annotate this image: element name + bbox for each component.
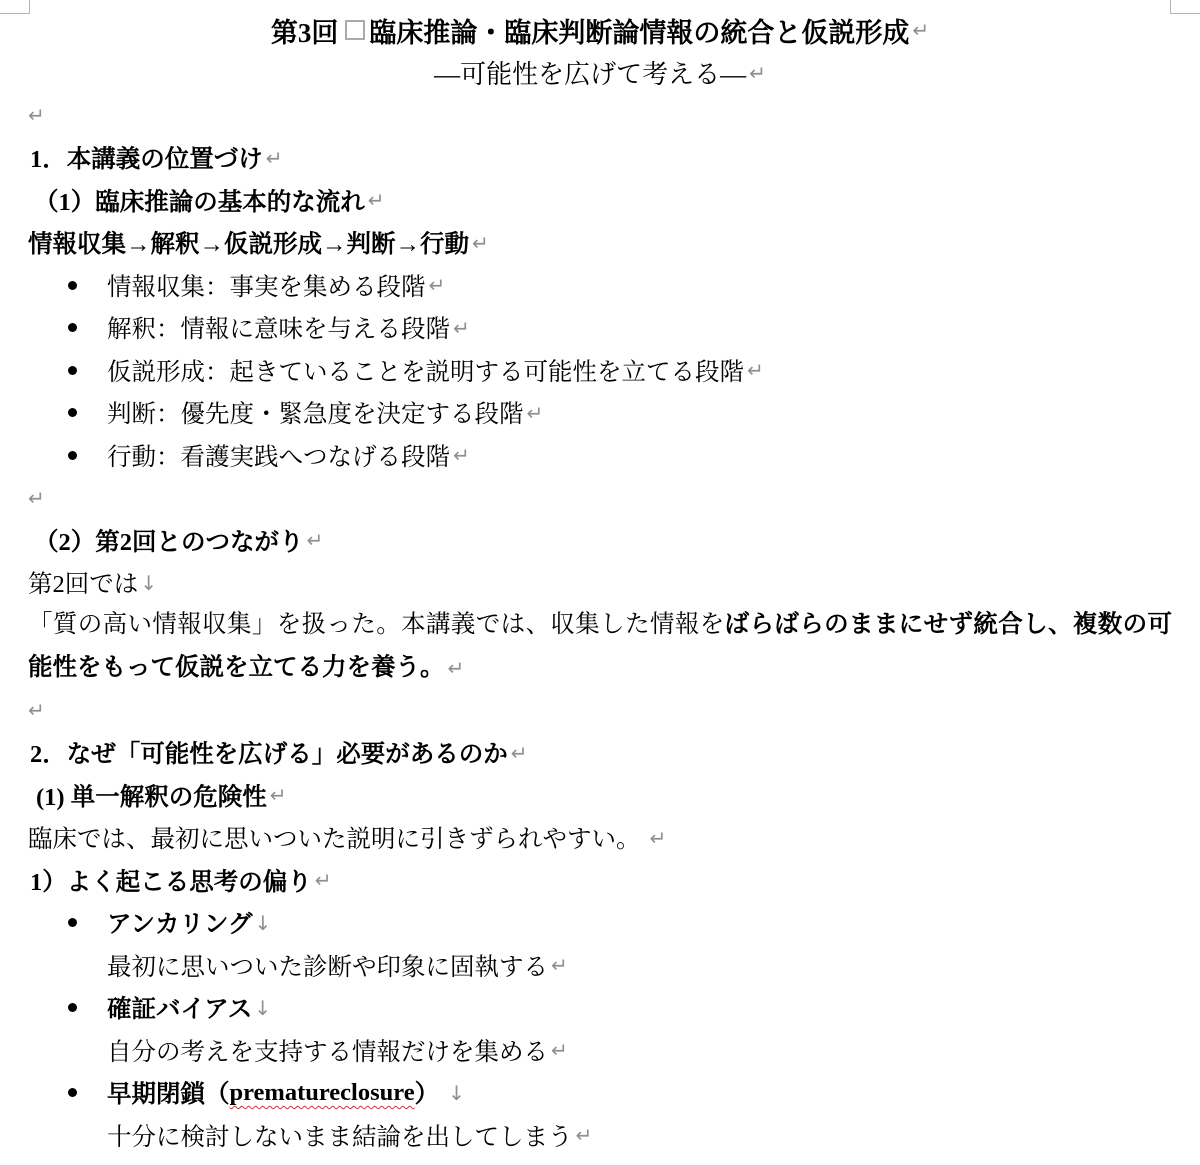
text-boundary-mark-top-right <box>1170 0 1200 14</box>
paragraph-mark-icon: ↵ <box>28 485 45 510</box>
bias-desc-text: 十分に検討しないまま結論を出してしまう <box>107 1123 573 1151</box>
list-item-text: 仮説形成：起きていることを説明する可能性を立てる段階 <box>107 358 744 386</box>
list-item-text: 判断：優先度・緊急度を決定する段階 <box>107 401 524 429</box>
bullet-icon <box>68 408 77 417</box>
paragraph-mark-icon: ↵ <box>453 443 470 468</box>
heading-text: 1）よく起こる思考の偏り <box>30 868 312 896</box>
paragraph-mark-icon: ↵ <box>747 358 764 383</box>
heading-section2-sub2 <box>28 859 1172 902</box>
heading-section2 <box>28 732 1172 775</box>
heading-text: (1) 単一解釈の危険性 <box>36 783 267 811</box>
heading-section1-sub1 <box>28 179 1172 222</box>
title-text-right: 臨床推論・臨床判断論情報の統合と仮説形成 <box>369 17 910 48</box>
heading-text: （1）臨床推論の基本的な流れ <box>34 188 365 216</box>
heading-text: 1．本講義の位置づけ <box>30 146 263 174</box>
list-item <box>28 434 1172 477</box>
paragraph-mark-icon: ↵ <box>912 18 930 43</box>
bias-term: 早期閉鎖（ <box>107 1081 230 1109</box>
lead-text: 第2回では <box>28 571 139 599</box>
bias-list-item <box>28 987 1172 1030</box>
body-line <box>28 817 1172 860</box>
doc-title <box>28 9 1172 52</box>
list-item <box>28 264 1172 307</box>
line-break-mark-icon: ↓ <box>254 995 272 1020</box>
bullet-icon <box>68 366 77 375</box>
bias-term-latin-misspelled: prematureclosure <box>229 1078 415 1106</box>
paragraph-mark-icon: ↵ <box>510 740 528 765</box>
bias-description <box>28 1114 1172 1157</box>
bullet-icon <box>68 1088 77 1097</box>
paragraph-mark-icon: ↵ <box>269 783 287 808</box>
body-paragraph <box>28 604 1172 689</box>
paragraph-mark-icon: ↵ <box>575 1123 593 1148</box>
heading-section2-sub1 <box>28 774 1172 817</box>
body-text: 臨床では、最初に思いついた説明に引きずられやすい。 <box>28 826 641 854</box>
list-item <box>28 392 1172 435</box>
line-break-mark-icon: ↓ <box>254 910 272 935</box>
paragraph-mark-icon: ↵ <box>551 953 568 978</box>
paragraph-mark-icon: ↵ <box>749 60 766 85</box>
fullwidth-space-icon <box>345 20 365 40</box>
heading-text: （2）第2回とのつながり <box>34 528 304 556</box>
bias-desc-text: 最初に思いついた診断や印象に固執する <box>107 953 548 981</box>
lead-line <box>28 562 1172 605</box>
heading-text: 2．なぜ「可能性を広げる」必要があるのか <box>30 741 508 769</box>
bullet-icon <box>68 323 77 332</box>
bias-term: ） <box>414 1081 440 1109</box>
paragraph-mark-icon: ↵ <box>367 188 385 213</box>
empty-paragraph <box>28 94 1172 137</box>
subtitle-text: ―可能性を広げて考える― <box>434 60 747 90</box>
line-break-mark-icon: ↓ <box>140 570 158 595</box>
paragraph-mark-icon: ↵ <box>526 400 544 425</box>
empty-paragraph <box>28 477 1172 520</box>
bias-description <box>28 944 1172 987</box>
flow-text: 情報収集→解釈→仮説形成→判断→行動 <box>28 231 469 259</box>
bullet-icon <box>68 1003 77 1012</box>
paragraph-text-bold: ばらばらのままにせず統合し、複数の可能性をもって仮説を立てる力を養う。 <box>28 611 1172 681</box>
reasoning-flow-line <box>28 222 1172 265</box>
paragraph-mark-icon: ↵ <box>314 868 332 893</box>
bias-list-item <box>28 902 1172 945</box>
paragraph-mark-icon: ↵ <box>649 825 667 850</box>
heading-section1 <box>28 137 1172 180</box>
paragraph-mark-icon: ↵ <box>28 103 45 128</box>
paragraph-text-regular: 「質の高い情報収集」を扱った。本講義では、収集した情報を <box>28 611 725 638</box>
heading-section1-sub2 <box>28 519 1172 562</box>
bias-list-item <box>28 1072 1172 1115</box>
list-item-text: 情報収集：事実を集める段階 <box>107 273 426 301</box>
bias-description <box>28 1029 1172 1072</box>
line-break-mark-icon: ↓ <box>448 1080 465 1105</box>
bias-desc-text: 自分の考えを支持する情報だけを集める <box>107 1038 548 1066</box>
bias-term: 確証バイアス <box>107 996 253 1024</box>
paragraph-mark-icon: ↵ <box>265 145 283 170</box>
paragraph-mark-icon: ↵ <box>453 315 470 340</box>
doc-subtitle <box>28 52 1172 95</box>
paragraph-mark-icon: ↵ <box>28 698 45 723</box>
bullet-icon <box>68 451 77 460</box>
paragraph-mark-icon: ↵ <box>306 528 324 553</box>
list-item-text: 解釈：情報に意味を与える段階 <box>107 316 450 344</box>
paragraph-mark-icon: ↵ <box>472 230 489 255</box>
paragraph-mark-icon: ↵ <box>428 273 446 298</box>
paragraph-mark-icon: ↵ <box>447 655 465 680</box>
list-item <box>28 307 1172 350</box>
bullet-icon <box>68 918 77 927</box>
text-boundary-mark-top-left <box>0 0 30 14</box>
list-item <box>28 349 1172 392</box>
bias-term: アンカリング <box>107 911 253 939</box>
title-text-left: 第3回 <box>270 17 339 48</box>
paragraph-mark-icon: ↵ <box>551 1038 568 1063</box>
empty-paragraph <box>28 689 1172 732</box>
bullet-icon <box>68 281 77 290</box>
list-item-text: 行動：看護実践へつなげる段階 <box>107 443 450 471</box>
